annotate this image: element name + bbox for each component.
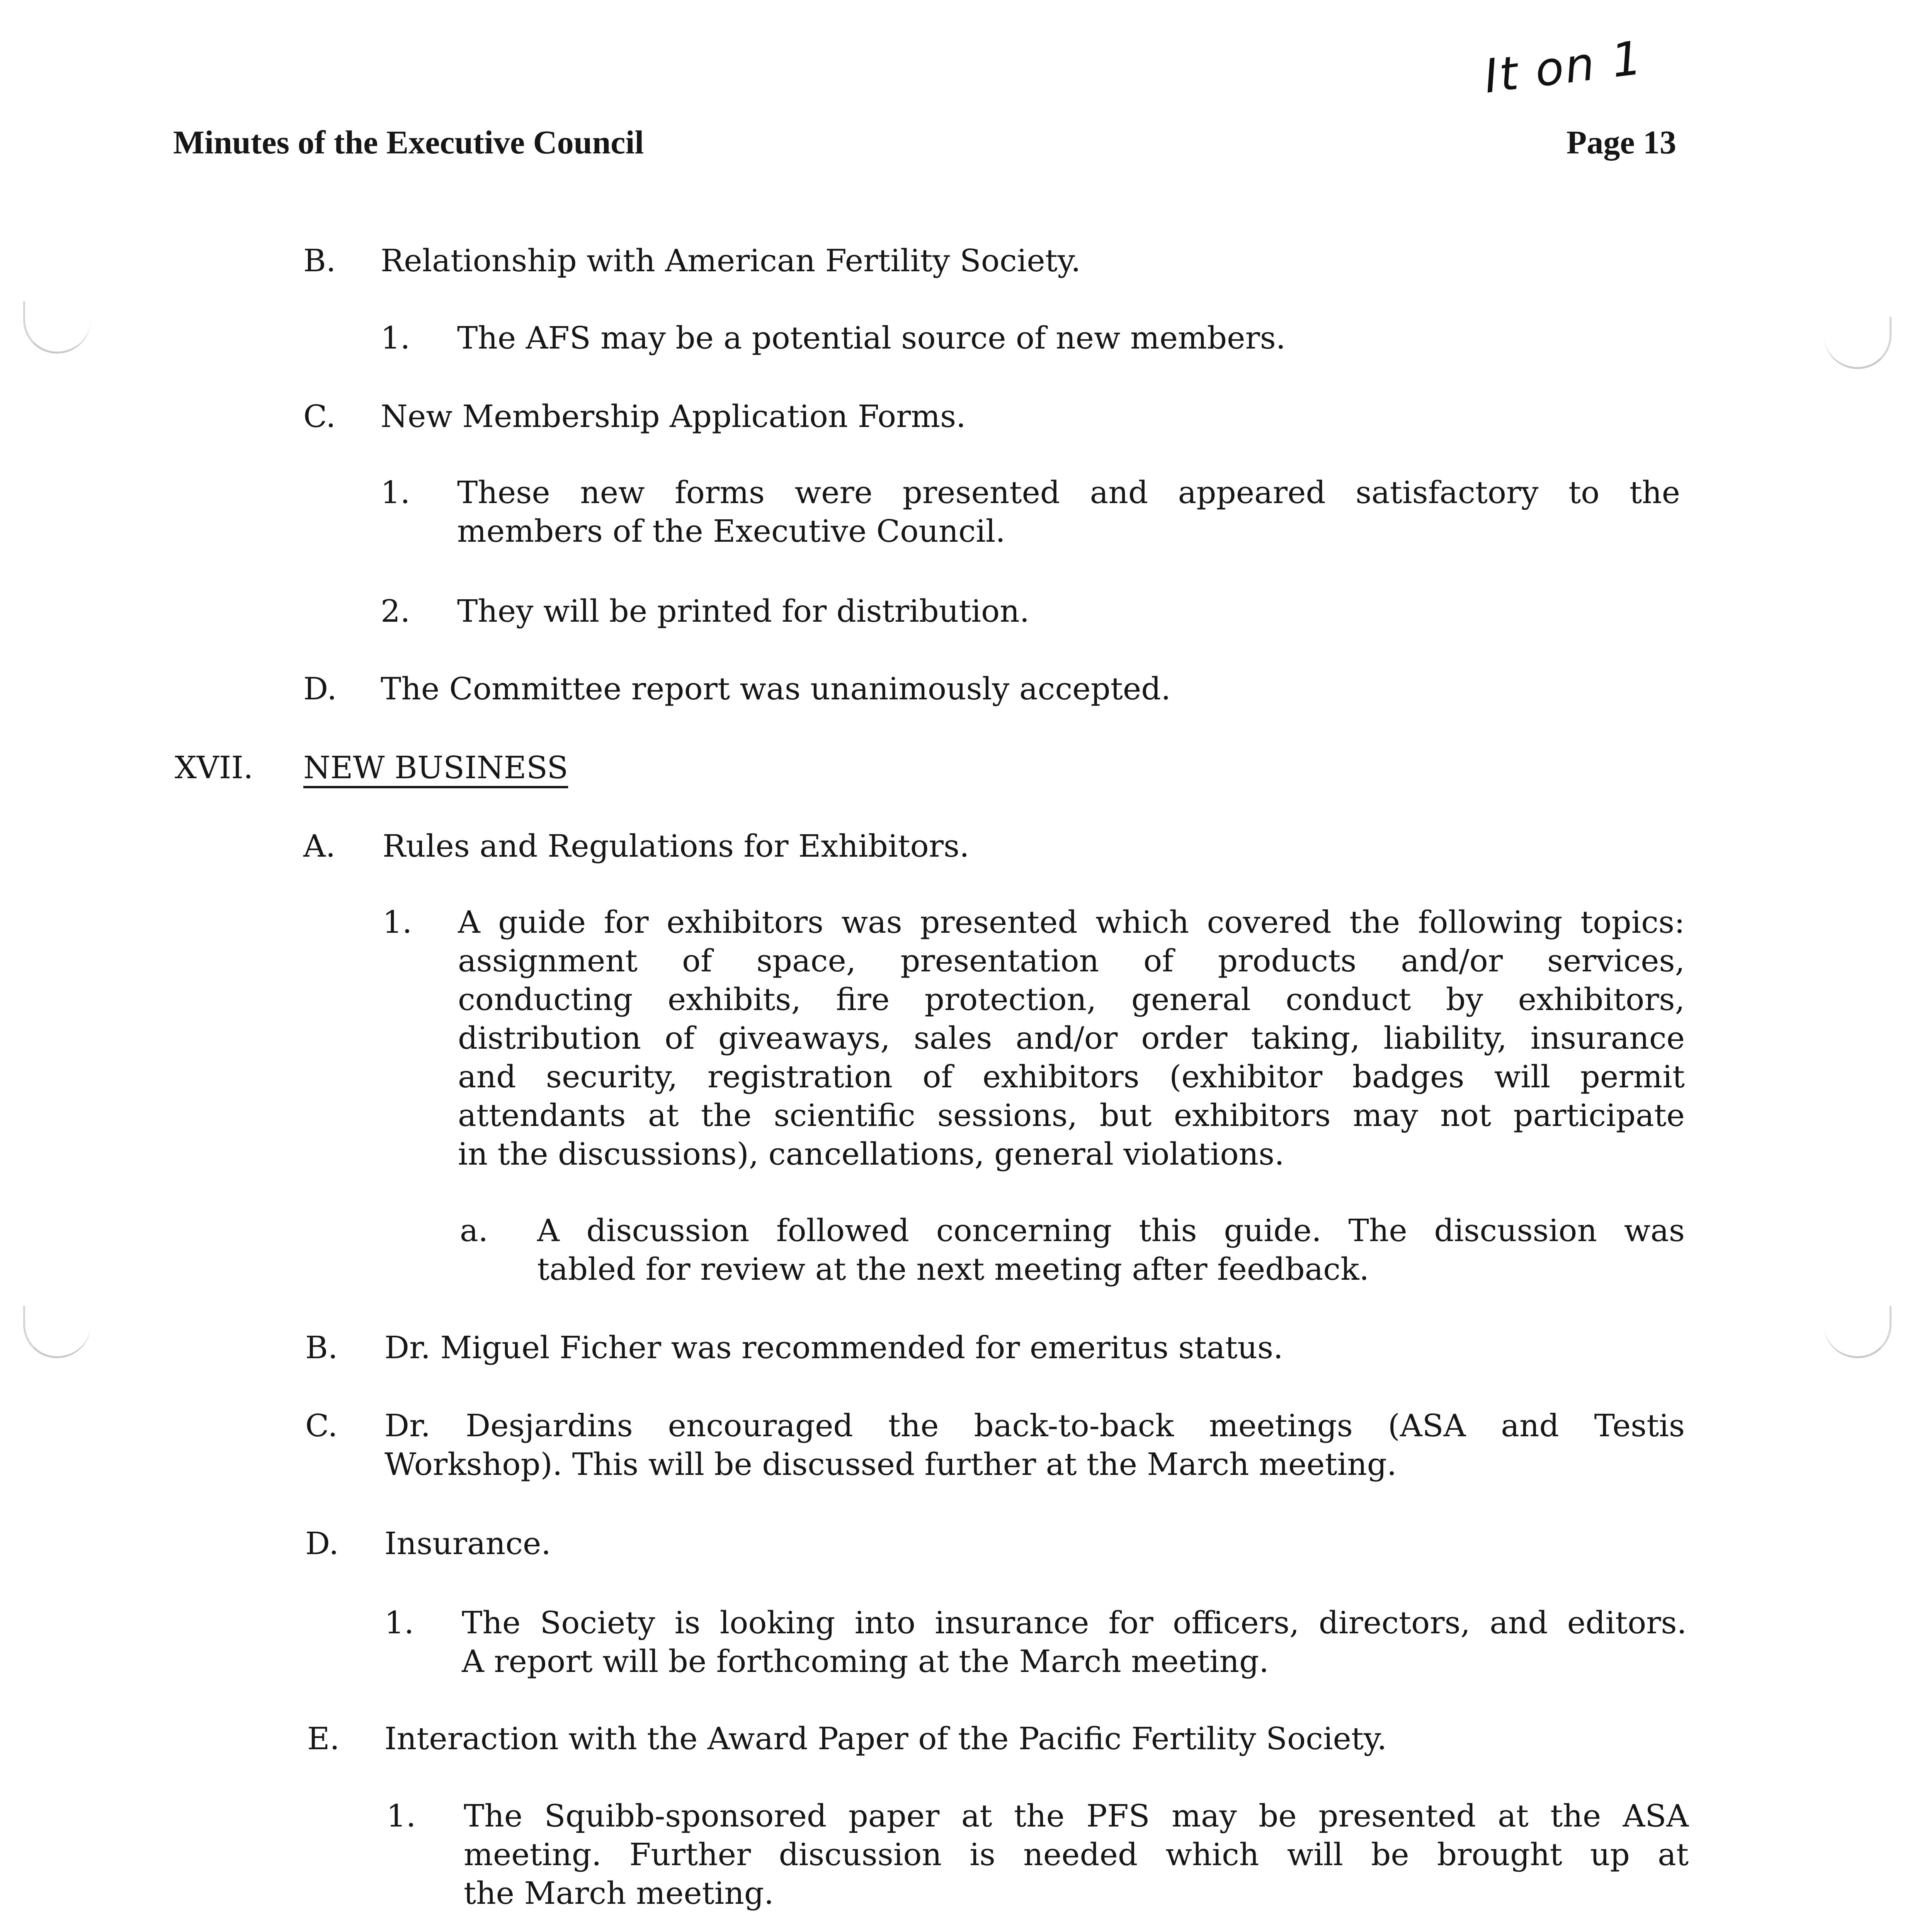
section-number: XVII. <box>175 750 253 786</box>
page-number: Page 13 <box>1566 124 1676 161</box>
punch-hole-right-top <box>1824 317 1891 369</box>
page-header <box>173 123 1676 162</box>
document-title: Minutes of the Executive Council <box>173 124 644 161</box>
section-title: NEW BUSINESS <box>303 750 568 786</box>
punch-hole-left-top <box>23 301 91 354</box>
handwritten-note: It on 1 <box>1481 31 1646 104</box>
punch-hole-right-middle <box>1824 1306 1891 1358</box>
punch-hole-left-middle <box>23 1306 91 1358</box>
